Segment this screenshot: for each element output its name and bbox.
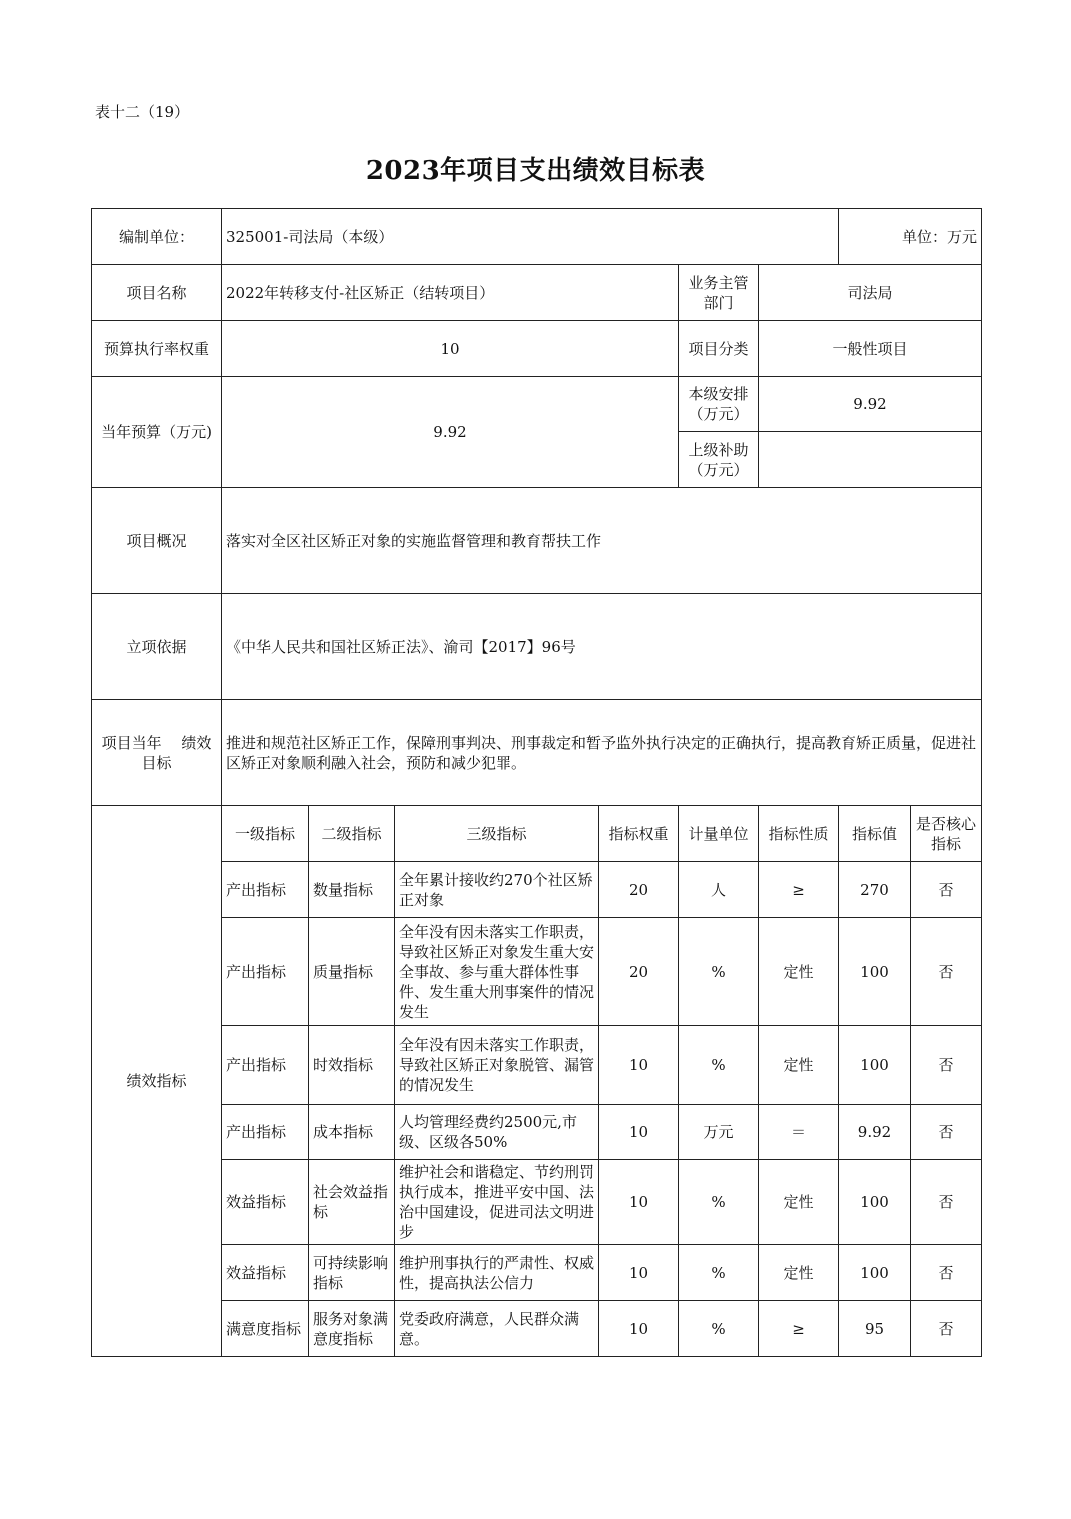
goal-label: 项目当年 绩效目标 [92, 700, 222, 806]
row-weight: 10 [599, 1105, 679, 1160]
row-level3: 全年累计接收约270个社区矫正对象 [395, 862, 599, 918]
header-level2: 二级指标 [309, 806, 395, 862]
category-value: 一般性项目 [759, 321, 982, 377]
budget-value: 9.92 [222, 377, 679, 488]
row-nature: 定性 [759, 1160, 839, 1245]
row-nature: 定性 [759, 918, 839, 1026]
row-level2: 时效指标 [309, 1026, 395, 1105]
basis-label: 立项依据 [92, 594, 222, 700]
upper-subsidy-label: 上级补助（万元） [679, 432, 759, 488]
table-row [92, 918, 982, 1026]
local-funding-label: 本级安排（万元） [679, 377, 759, 432]
row-level1: 产出指标 [222, 1105, 309, 1160]
currency-label: 单位：万元 [839, 209, 982, 265]
unit-value: 325001-司法局（本级） [222, 209, 839, 265]
header-core: 是否核心指标 [911, 806, 982, 862]
row-level2: 数量指标 [309, 862, 395, 918]
row-nature: ≥ [759, 862, 839, 918]
local-funding-value: 9.92 [759, 377, 982, 432]
category-label: 项目分类 [679, 321, 759, 377]
row-nature: ≥ [759, 1301, 839, 1357]
row-unit: % [679, 1301, 759, 1357]
header-level1: 一级指标 [222, 806, 309, 862]
row-unit: % [679, 1245, 759, 1301]
header-value: 指标值 [839, 806, 911, 862]
row-level2: 质量指标 [309, 918, 395, 1026]
row-level1: 效益指标 [222, 1245, 309, 1301]
goal-value: 推进和规范社区矫正工作，保障刑事判决、刑事裁定和暂予监外执行决定的正确执行，提高教育矫正质量，促进社区矫正对象顺利融入社会，预防和减少犯罪。 [222, 700, 982, 806]
overview-label: 项目概况 [92, 488, 222, 594]
row-value: 100 [839, 1026, 911, 1105]
header-unit: 计量单位 [679, 806, 759, 862]
performance-table [91, 208, 982, 1357]
row-level2: 成本指标 [309, 1105, 395, 1160]
row-weight: 10 [599, 1301, 679, 1357]
project-name-label: 项目名称 [92, 265, 222, 321]
row-nature: ＝ [759, 1105, 839, 1160]
header-weight: 指标权重 [599, 806, 679, 862]
table-row [92, 1026, 982, 1105]
row-level3: 维护刑事执行的严肃性、权威性，提高执法公信力 [395, 1245, 599, 1301]
row-weight: 10 [599, 1160, 679, 1245]
table-row [92, 1160, 982, 1245]
indicators-section-label: 绩效指标 [92, 806, 222, 1357]
row-nature: 定性 [759, 1026, 839, 1105]
row-core: 否 [911, 1301, 982, 1357]
row-level2: 服务对象满意度指标 [309, 1301, 395, 1357]
row-level3: 全年没有因未落实工作职责，导致社区矫正对象发生重大安全事故、参与重大群体性事件、发生重大刑事案件的情况发生 [395, 918, 599, 1026]
row-core: 否 [911, 1105, 982, 1160]
row-level3: 全年没有因未落实工作职责，导致社区矫正对象脱管、漏管的情况发生 [395, 1026, 599, 1105]
table-row [92, 1105, 982, 1160]
row-level1: 产出指标 [222, 1026, 309, 1105]
header-nature: 指标性质 [759, 806, 839, 862]
overview-value: 落实对全区社区矫正对象的实施监督管理和教育帮扶工作 [222, 488, 982, 594]
upper-subsidy-value [759, 432, 982, 488]
document-label: 表十二（19） [95, 103, 190, 121]
row-unit: 万元 [679, 1105, 759, 1160]
basis-value: 《中华人民共和国社区矫正法》、渝司【2017】96号 [222, 594, 982, 700]
row-level1: 效益指标 [222, 1160, 309, 1245]
row-value: 95 [839, 1301, 911, 1357]
row-level3: 人均管理经费约2500元,市级、区级各50% [395, 1105, 599, 1160]
row-unit: % [679, 918, 759, 1026]
table-row [92, 1301, 982, 1357]
row-core: 否 [911, 1160, 982, 1245]
page-title: 2023年项目支出绩效目标表 [365, 156, 706, 186]
row-weight: 10 [599, 1245, 679, 1301]
row-value: 100 [839, 1160, 911, 1245]
row-core: 否 [911, 918, 982, 1026]
row-level1: 产出指标 [222, 918, 309, 1026]
row-nature: 定性 [759, 1245, 839, 1301]
row-unit: % [679, 1160, 759, 1245]
budget-label: 当年预算（万元) [92, 377, 222, 488]
row-level1: 产出指标 [222, 862, 309, 918]
project-name-value: 2022年转移支付-社区矫正（结转项目） [222, 265, 679, 321]
dept-value: 司法局 [759, 265, 982, 321]
row-level1: 满意度指标 [222, 1301, 309, 1357]
row-weight: 10 [599, 1026, 679, 1105]
row-value: 270 [839, 862, 911, 918]
row-level3: 党委政府满意，人民群众满意。 [395, 1301, 599, 1357]
row-unit: % [679, 1026, 759, 1105]
row-level2: 社会效益指标 [309, 1160, 395, 1245]
row-level3: 维护社会和谐稳定、节约刑罚执行成本，推进平安中国、法治中国建设，促进司法文明进步 [395, 1160, 599, 1245]
row-core: 否 [911, 1026, 982, 1105]
row-weight: 20 [599, 918, 679, 1026]
weight-label: 预算执行率权重 [92, 321, 222, 377]
header-level3: 三级指标 [395, 806, 599, 862]
row-level2: 可持续影响指标 [309, 1245, 395, 1301]
table-row [92, 862, 982, 918]
unit-label: 编制单位： [92, 209, 222, 265]
weight-value: 10 [222, 321, 679, 377]
row-unit: 人 [679, 862, 759, 918]
row-value: 100 [839, 1245, 911, 1301]
table-row [92, 1245, 982, 1301]
row-weight: 20 [599, 862, 679, 918]
row-core: 否 [911, 1245, 982, 1301]
dept-label: 业务主管部门 [679, 265, 759, 321]
row-core: 否 [911, 862, 982, 918]
row-value: 100 [839, 918, 911, 1026]
row-value: 9.92 [839, 1105, 911, 1160]
